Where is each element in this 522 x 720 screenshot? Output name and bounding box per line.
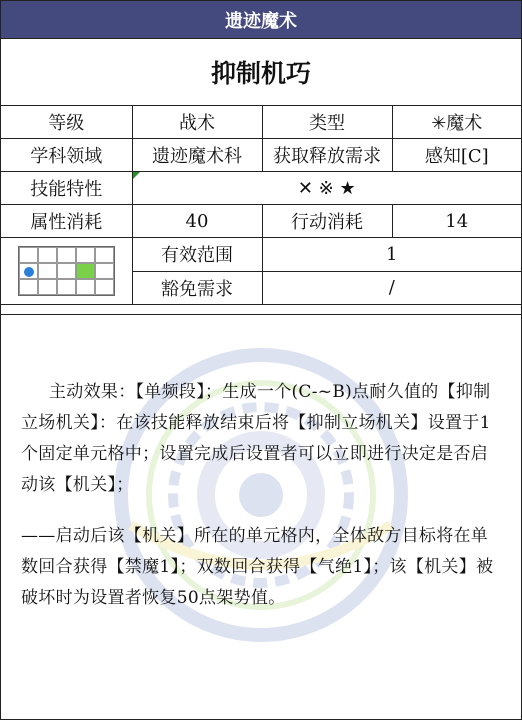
discipline-label: 学科领域	[1, 139, 132, 172]
caster-position-icon	[24, 267, 34, 277]
grid-cell	[95, 279, 114, 295]
save-label: 豁免需求	[132, 271, 262, 305]
description-area	[1, 314, 521, 720]
traits-symbols: ✕ ※ ★	[297, 177, 356, 199]
skill-description	[21, 377, 501, 634]
grid-cell	[95, 263, 114, 279]
save-value: /	[262, 271, 521, 305]
grid-cell	[19, 247, 38, 263]
requirement-label: 获取释放需求	[262, 139, 392, 172]
table-row	[1, 172, 521, 205]
grid-cell-origin	[19, 263, 38, 279]
type-label: 类型	[262, 106, 392, 139]
effect-paragraph: 主动效果：【单频段】；生成一个(C-~B)点耐久值的【抑制立场机关】：在该技能释放结束后将【抑制立场机关】设置于1个固定单元格中；设置完成后设置者可以立即进行决定是否启动该【机关】；	[21, 382, 491, 495]
category-header: 遗迹魔术	[1, 1, 521, 39]
range-value: 1	[262, 238, 521, 272]
level-label: 等级	[1, 106, 132, 139]
grid-cell	[57, 247, 76, 263]
activation-paragraph: ——启动后该【机关】所在的单元格内，全体敌方目标将在单数回合获得【禁魔1】；双数回合获得【气绝1】；该【机关】被破坏时为设置者恢复50点架势值。	[21, 526, 494, 608]
action-cost-label: 行动消耗	[262, 205, 392, 238]
discipline-value: 遗迹魔术科	[132, 139, 262, 172]
grid-cell	[95, 247, 114, 263]
attribute-cost-label: 属性消耗	[1, 205, 132, 238]
table-row	[1, 238, 521, 272]
level-value: 战术	[132, 106, 262, 139]
range-diagram	[1, 238, 132, 305]
table-row	[1, 205, 521, 238]
skill-info-table	[1, 106, 521, 305]
traits-label: 技能特性	[1, 172, 132, 205]
range-label: 有效范围	[132, 238, 262, 272]
table-row	[1, 139, 521, 172]
grid-cell	[57, 279, 76, 295]
comment-marker-icon	[133, 172, 140, 179]
table-row	[1, 106, 521, 139]
grid-cell	[38, 247, 57, 263]
type-value: ✳魔术	[392, 106, 521, 139]
grid-cell	[57, 263, 76, 279]
grid-cell	[76, 247, 95, 263]
requirement-value: 感知[C]	[392, 139, 521, 172]
grid-cell	[38, 279, 57, 295]
skill-title: 抑制机巧	[1, 39, 521, 106]
grid-cell	[19, 279, 38, 295]
traits-value	[132, 172, 521, 205]
attribute-cost-value: 40	[132, 205, 262, 238]
action-cost-value: 14	[392, 205, 521, 238]
grid-cell	[38, 263, 57, 279]
range-grid	[18, 246, 115, 296]
grid-cell	[76, 279, 95, 295]
grid-cell-target	[76, 263, 95, 279]
